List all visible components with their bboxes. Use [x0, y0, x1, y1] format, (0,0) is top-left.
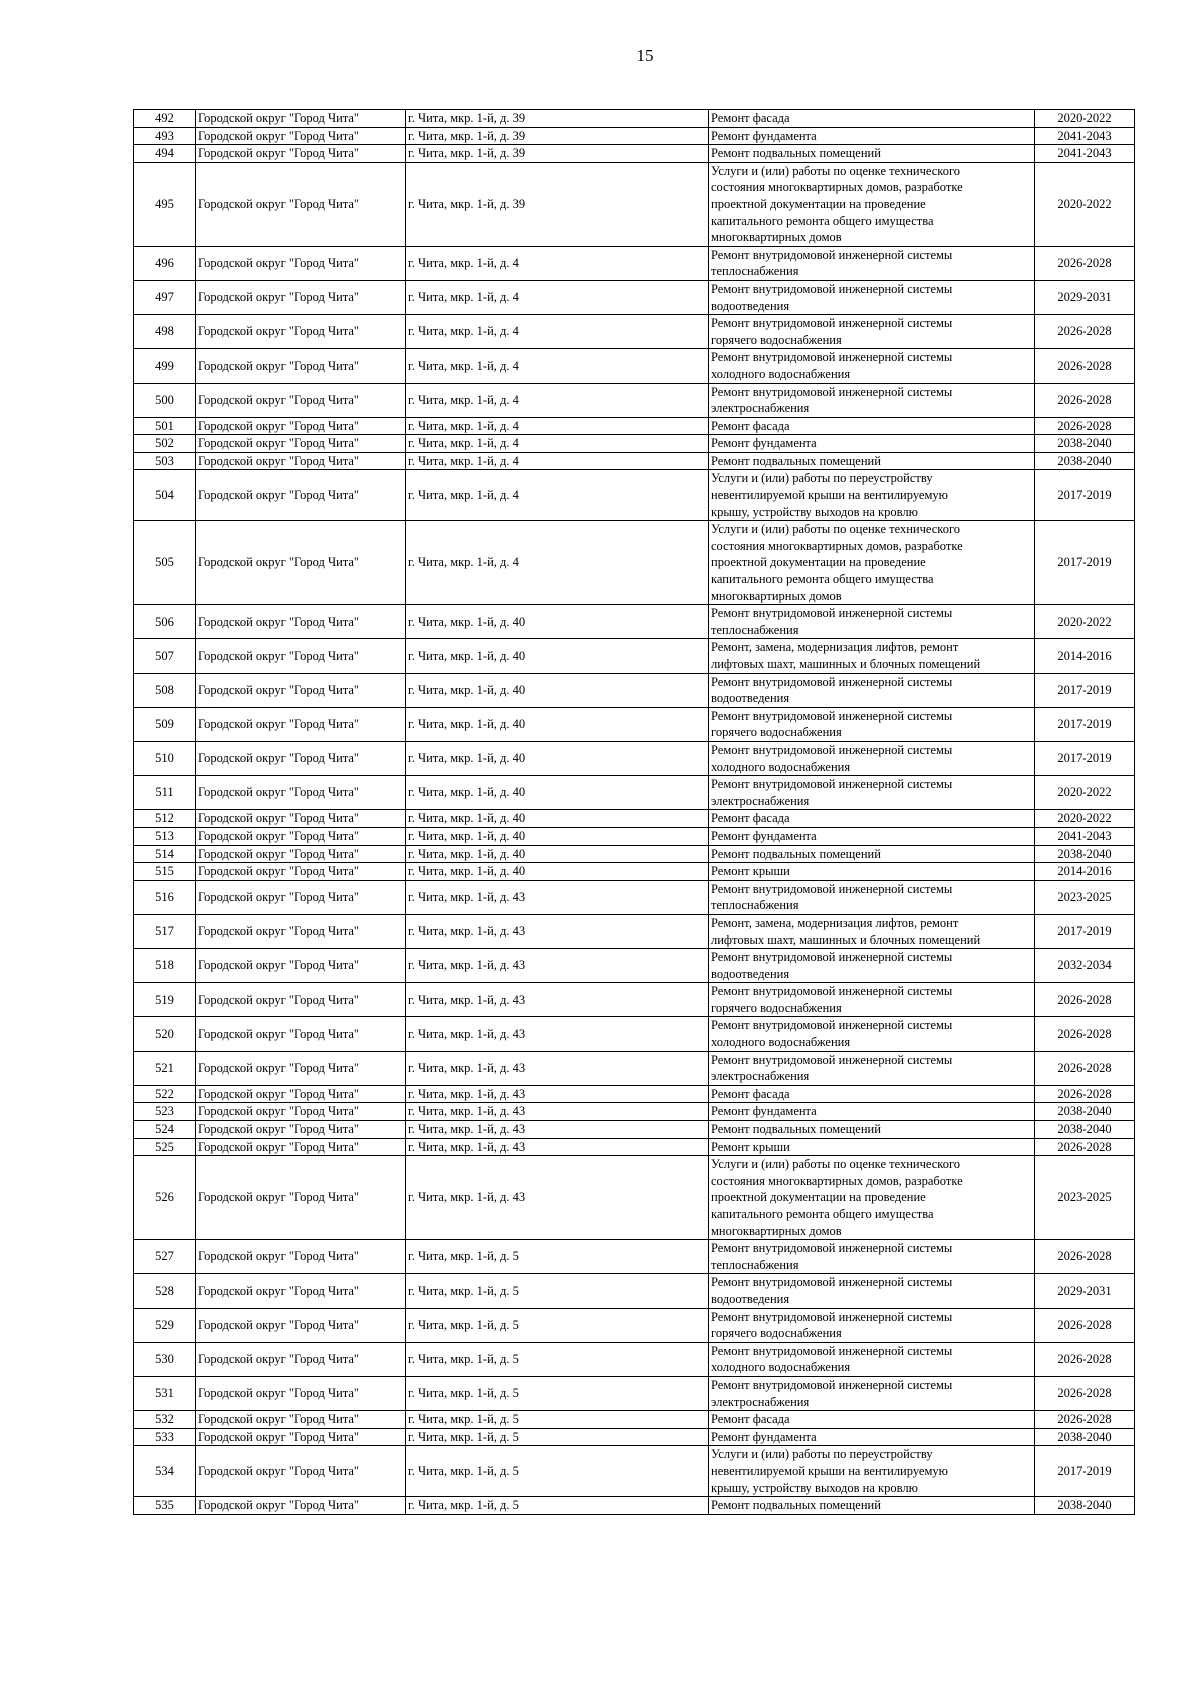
row-number-cell: 515: [134, 863, 196, 881]
years-cell: 2038-2040: [1035, 1497, 1135, 1515]
municipality-cell: Городской округ "Город Чита": [196, 145, 406, 163]
municipality-cell: Городской округ "Город Чита": [196, 880, 406, 914]
municipality-cell: Городской округ "Город Чита": [196, 1085, 406, 1103]
work-type-cell: Ремонт фундамента: [709, 1103, 1035, 1121]
work-type-cell: Ремонт внутридомовой инженерной системы горячего водоснабжения: [709, 707, 1035, 741]
address-cell: г. Чита, мкр. 1-й, д. 43: [406, 1138, 709, 1156]
table-row: [134, 707, 1135, 741]
work-type-cell: Ремонт подвальных помещений: [709, 145, 1035, 163]
municipality-cell: Городской округ "Город Чита": [196, 1138, 406, 1156]
row-number-cell: 524: [134, 1121, 196, 1139]
row-number-cell: 534: [134, 1446, 196, 1497]
row-number-cell: 492: [134, 110, 196, 128]
work-type-cell: Ремонт фасада: [709, 1411, 1035, 1429]
table-row: [134, 1051, 1135, 1085]
row-number-cell: 503: [134, 452, 196, 470]
table-row: [134, 1497, 1135, 1515]
work-type-cell: Ремонт крыши: [709, 863, 1035, 881]
table-row: [134, 1240, 1135, 1274]
work-type-cell: Ремонт внутридомовой инженерной системы водоотведения: [709, 1274, 1035, 1308]
table-row: [134, 246, 1135, 280]
years-cell: 2017-2019: [1035, 707, 1135, 741]
row-number-cell: 508: [134, 673, 196, 707]
table-row: [134, 521, 1135, 605]
row-number-cell: 527: [134, 1240, 196, 1274]
address-cell: г. Чита, мкр. 1-й, д. 5: [406, 1497, 709, 1515]
municipality-cell: Городской округ "Город Чита": [196, 383, 406, 417]
table-row: [134, 470, 1135, 521]
table-row: [134, 435, 1135, 453]
municipality-cell: Городской округ "Город Чита": [196, 810, 406, 828]
years-cell: 2038-2040: [1035, 452, 1135, 470]
table-row: [134, 639, 1135, 673]
address-cell: г. Чита, мкр. 1-й, д. 4: [406, 470, 709, 521]
address-cell: г. Чита, мкр. 1-й, д. 5: [406, 1446, 709, 1497]
address-cell: г. Чита, мкр. 1-й, д. 5: [406, 1342, 709, 1376]
address-cell: г. Чита, мкр. 1-й, д. 4: [406, 435, 709, 453]
work-type-cell: Ремонт фасада: [709, 810, 1035, 828]
work-type-cell: Ремонт внутридомовой инженерной системы водоотведения: [709, 280, 1035, 314]
work-type-cell: Ремонт подвальных помещений: [709, 1121, 1035, 1139]
work-type-cell: Ремонт внутридомовой инженерной системы холодного водоснабжения: [709, 741, 1035, 775]
municipality-cell: Городской округ "Город Чита": [196, 863, 406, 881]
address-cell: г. Чита, мкр. 1-й, д. 4: [406, 280, 709, 314]
years-cell: 2041-2043: [1035, 827, 1135, 845]
work-type-cell: Ремонт внутридомовой инженерной системы теплоснабжения: [709, 880, 1035, 914]
address-cell: г. Чита, мкр. 1-й, д. 43: [406, 1121, 709, 1139]
years-cell: 2032-2034: [1035, 949, 1135, 983]
municipality-cell: Городской округ "Город Чита": [196, 1497, 406, 1515]
municipality-cell: Городской округ "Город Чита": [196, 1274, 406, 1308]
address-cell: г. Чита, мкр. 1-й, д. 40: [406, 639, 709, 673]
table-row: [134, 110, 1135, 128]
address-cell: г. Чита, мкр. 1-й, д. 4: [406, 315, 709, 349]
row-number-cell: 511: [134, 776, 196, 810]
table-row: [134, 1085, 1135, 1103]
row-number-cell: 523: [134, 1103, 196, 1121]
row-number-cell: 521: [134, 1051, 196, 1085]
table-row: [134, 949, 1135, 983]
row-number-cell: 506: [134, 605, 196, 639]
table-row: [134, 914, 1135, 948]
work-type-cell: Ремонт внутридомовой инженерной системы теплоснабжения: [709, 1240, 1035, 1274]
municipality-cell: Городской округ "Город Чита": [196, 707, 406, 741]
address-cell: г. Чита, мкр. 1-й, д. 43: [406, 949, 709, 983]
table-row: [134, 1411, 1135, 1429]
years-cell: 2038-2040: [1035, 1103, 1135, 1121]
table-row: [134, 983, 1135, 1017]
years-cell: 2020-2022: [1035, 776, 1135, 810]
work-type-cell: Ремонт крыши: [709, 1138, 1035, 1156]
work-type-cell: Ремонт внутридомовой инженерной системы водоотведения: [709, 949, 1035, 983]
row-number-cell: 526: [134, 1156, 196, 1240]
years-cell: 2038-2040: [1035, 1428, 1135, 1446]
work-type-cell: Ремонт внутридомовой инженерной системы горячего водоснабжения: [709, 315, 1035, 349]
work-type-cell: Услуги и (или) работы по переустройству невентилируемой крыши на вентилируемую крышу, устройству выходов на кровлю: [709, 1446, 1035, 1497]
row-number-cell: 529: [134, 1308, 196, 1342]
row-number-cell: 522: [134, 1085, 196, 1103]
row-number-cell: 500: [134, 383, 196, 417]
address-cell: г. Чита, мкр. 1-й, д. 40: [406, 741, 709, 775]
work-type-cell: Ремонт внутридомовой инженерной системы холодного водоснабжения: [709, 349, 1035, 383]
page-number: 15: [636, 46, 654, 65]
municipality-cell: Городской округ "Город Чита": [196, 452, 406, 470]
address-cell: г. Чита, мкр. 1-й, д. 43: [406, 1017, 709, 1051]
years-cell: 2026-2028: [1035, 1342, 1135, 1376]
municipality-cell: Городской округ "Город Чита": [196, 1308, 406, 1342]
table-row: [134, 1103, 1135, 1121]
work-type-cell: Ремонт внутридомовой инженерной системы теплоснабжения: [709, 605, 1035, 639]
address-cell: г. Чита, мкр. 1-й, д. 40: [406, 863, 709, 881]
address-cell: г. Чита, мкр. 1-й, д. 40: [406, 827, 709, 845]
address-cell: г. Чита, мкр. 1-й, д. 40: [406, 776, 709, 810]
years-cell: 2026-2028: [1035, 1376, 1135, 1410]
table-row: [134, 1156, 1135, 1240]
row-number-cell: 533: [134, 1428, 196, 1446]
address-cell: г. Чита, мкр. 1-й, д. 40: [406, 707, 709, 741]
address-cell: г. Чита, мкр. 1-й, д. 40: [406, 605, 709, 639]
years-cell: 2026-2028: [1035, 983, 1135, 1017]
row-number-cell: 530: [134, 1342, 196, 1376]
address-cell: г. Чита, мкр. 1-й, д. 5: [406, 1274, 709, 1308]
row-number-cell: 518: [134, 949, 196, 983]
years-cell: 2029-2031: [1035, 280, 1135, 314]
municipality-cell: Городской округ "Город Чита": [196, 983, 406, 1017]
row-number-cell: 535: [134, 1497, 196, 1515]
years-cell: 2026-2028: [1035, 1308, 1135, 1342]
table-body: [134, 110, 1135, 1515]
row-number-cell: 509: [134, 707, 196, 741]
municipality-cell: Городской округ "Город Чита": [196, 246, 406, 280]
municipality-cell: Городской округ "Город Чита": [196, 1411, 406, 1429]
table-row: [134, 127, 1135, 145]
address-cell: г. Чита, мкр. 1-й, д. 39: [406, 162, 709, 246]
municipality-cell: Городской округ "Город Чита": [196, 110, 406, 128]
years-cell: 2029-2031: [1035, 1274, 1135, 1308]
table-row: [134, 741, 1135, 775]
row-number-cell: 514: [134, 845, 196, 863]
table-row: [134, 605, 1135, 639]
years-cell: 2041-2043: [1035, 127, 1135, 145]
years-cell: 2017-2019: [1035, 914, 1135, 948]
table-row: [134, 452, 1135, 470]
work-type-cell: Ремонт внутридомовой инженерной системы теплоснабжения: [709, 246, 1035, 280]
municipality-cell: Городской округ "Город Чита": [196, 280, 406, 314]
address-cell: г. Чита, мкр. 1-й, д. 5: [406, 1240, 709, 1274]
work-type-cell: Ремонт подвальных помещений: [709, 845, 1035, 863]
address-cell: г. Чита, мкр. 1-й, д. 5: [406, 1411, 709, 1429]
municipality-cell: Городской округ "Город Чита": [196, 1240, 406, 1274]
repair-schedule-table: [133, 109, 1135, 1515]
table-row: [134, 810, 1135, 828]
address-cell: г. Чита, мкр. 1-й, д. 43: [406, 983, 709, 1017]
work-type-cell: Услуги и (или) работы по оценке технического состояния многоквартирных домов, разработке проектной документации на проведение капитального ремонта общего имущества многоквартирных домов: [709, 1156, 1035, 1240]
work-type-cell: Услуги и (или) работы по переустройству невентилируемой крыши на вентилируемую крышу, устройству выходов на кровлю: [709, 470, 1035, 521]
municipality-cell: Городской округ "Город Чита": [196, 1428, 406, 1446]
address-cell: г. Чита, мкр. 1-й, д. 4: [406, 383, 709, 417]
municipality-cell: Городской округ "Город Чита": [196, 605, 406, 639]
municipality-cell: Городской округ "Город Чита": [196, 315, 406, 349]
municipality-cell: Городской округ "Город Чита": [196, 1121, 406, 1139]
address-cell: г. Чита, мкр. 1-й, д. 40: [406, 845, 709, 863]
row-number-cell: 498: [134, 315, 196, 349]
years-cell: 2026-2028: [1035, 383, 1135, 417]
years-cell: 2038-2040: [1035, 1121, 1135, 1139]
municipality-cell: Городской округ "Город Чита": [196, 1017, 406, 1051]
work-type-cell: Ремонт подвальных помещений: [709, 1497, 1035, 1515]
row-number-cell: 519: [134, 983, 196, 1017]
address-cell: г. Чита, мкр. 1-й, д. 4: [406, 452, 709, 470]
address-cell: г. Чита, мкр. 1-й, д. 4: [406, 521, 709, 605]
work-type-cell: Ремонт внутридомовой инженерной системы холодного водоснабжения: [709, 1342, 1035, 1376]
years-cell: 2041-2043: [1035, 145, 1135, 163]
row-number-cell: 507: [134, 639, 196, 673]
table-row: [134, 1428, 1135, 1446]
address-cell: г. Чита, мкр. 1-й, д. 39: [406, 110, 709, 128]
years-cell: 2026-2028: [1035, 1085, 1135, 1103]
work-type-cell: Ремонт фундамента: [709, 1428, 1035, 1446]
municipality-cell: Городской округ "Город Чита": [196, 741, 406, 775]
years-cell: 2026-2028: [1035, 1240, 1135, 1274]
municipality-cell: Городской округ "Город Чита": [196, 470, 406, 521]
row-number-cell: 496: [134, 246, 196, 280]
municipality-cell: Городской округ "Город Чита": [196, 845, 406, 863]
municipality-cell: Городской округ "Город Чита": [196, 776, 406, 810]
municipality-cell: Городской округ "Город Чита": [196, 639, 406, 673]
row-number-cell: 497: [134, 280, 196, 314]
years-cell: 2014-2016: [1035, 639, 1135, 673]
municipality-cell: Городской округ "Город Чита": [196, 435, 406, 453]
years-cell: 2017-2019: [1035, 470, 1135, 521]
address-cell: г. Чита, мкр. 1-й, д. 5: [406, 1428, 709, 1446]
years-cell: 2017-2019: [1035, 741, 1135, 775]
row-number-cell: 504: [134, 470, 196, 521]
municipality-cell: Городской округ "Город Чита": [196, 521, 406, 605]
work-type-cell: Ремонт фасада: [709, 110, 1035, 128]
table-row: [134, 1138, 1135, 1156]
table-row: [134, 673, 1135, 707]
address-cell: г. Чита, мкр. 1-й, д. 43: [406, 914, 709, 948]
years-cell: 2038-2040: [1035, 845, 1135, 863]
row-number-cell: 513: [134, 827, 196, 845]
row-number-cell: 512: [134, 810, 196, 828]
row-number-cell: 516: [134, 880, 196, 914]
row-number-cell: 505: [134, 521, 196, 605]
table-row: [134, 1274, 1135, 1308]
years-cell: 2026-2028: [1035, 1411, 1135, 1429]
work-type-cell: Услуги и (или) работы по оценке технического состояния многоквартирных домов, разработке проектной документации на проведение капитального ремонта общего имущества многоквартирных домов: [709, 521, 1035, 605]
years-cell: 2020-2022: [1035, 605, 1135, 639]
work-type-cell: Ремонт фасада: [709, 1085, 1035, 1103]
work-type-cell: Ремонт подвальных помещений: [709, 452, 1035, 470]
table-row: [134, 1342, 1135, 1376]
row-number-cell: 502: [134, 435, 196, 453]
years-cell: 2026-2028: [1035, 349, 1135, 383]
work-type-cell: Ремонт, замена, модернизация лифтов, ремонт лифтовых шахт, машинных и блочных помещений: [709, 914, 1035, 948]
row-number-cell: 532: [134, 1411, 196, 1429]
years-cell: 2020-2022: [1035, 810, 1135, 828]
municipality-cell: Городской округ "Город Чита": [196, 417, 406, 435]
years-cell: 2026-2028: [1035, 1138, 1135, 1156]
address-cell: г. Чита, мкр. 1-й, д. 43: [406, 1103, 709, 1121]
years-cell: 2026-2028: [1035, 1017, 1135, 1051]
municipality-cell: Городской округ "Город Чита": [196, 127, 406, 145]
municipality-cell: Городской округ "Город Чита": [196, 949, 406, 983]
table-row: [134, 827, 1135, 845]
table-row: [134, 315, 1135, 349]
row-number-cell: 517: [134, 914, 196, 948]
address-cell: г. Чита, мкр. 1-й, д. 39: [406, 145, 709, 163]
table-row: [134, 776, 1135, 810]
municipality-cell: Городской округ "Город Чита": [196, 1446, 406, 1497]
address-cell: г. Чита, мкр. 1-й, д. 5: [406, 1308, 709, 1342]
work-type-cell: Ремонт внутридомовой инженерной системы электроснабжения: [709, 1051, 1035, 1085]
work-type-cell: Ремонт внутридомовой инженерной системы холодного водоснабжения: [709, 1017, 1035, 1051]
table-row: [134, 845, 1135, 863]
work-type-cell: Ремонт внутридомовой инженерной системы электроснабжения: [709, 1376, 1035, 1410]
municipality-cell: Городской округ "Город Чита": [196, 1376, 406, 1410]
table-row: [134, 162, 1135, 246]
work-type-cell: Ремонт внутридомовой инженерной системы электроснабжения: [709, 383, 1035, 417]
address-cell: г. Чита, мкр. 1-й, д. 39: [406, 127, 709, 145]
work-type-cell: Услуги и (или) работы по оценке технического состояния многоквартирных домов, разработке проектной документации на проведение капитального ремонта общего имущества многоквартирных домов: [709, 162, 1035, 246]
years-cell: 2026-2028: [1035, 246, 1135, 280]
row-number-cell: 493: [134, 127, 196, 145]
table-row: [134, 1446, 1135, 1497]
address-cell: г. Чита, мкр. 1-й, д. 4: [406, 417, 709, 435]
table-row: [134, 145, 1135, 163]
work-type-cell: Ремонт фундамента: [709, 827, 1035, 845]
row-number-cell: 528: [134, 1274, 196, 1308]
table-row: [134, 280, 1135, 314]
table-row: [134, 1017, 1135, 1051]
work-type-cell: Ремонт, замена, модернизация лифтов, ремонт лифтовых шахт, машинных и блочных помещений: [709, 639, 1035, 673]
table-row: [134, 863, 1135, 881]
table-row: [134, 383, 1135, 417]
municipality-cell: Городской округ "Город Чита": [196, 1342, 406, 1376]
years-cell: 2017-2019: [1035, 1446, 1135, 1497]
municipality-cell: Городской округ "Город Чита": [196, 1051, 406, 1085]
work-type-cell: Ремонт фасада: [709, 417, 1035, 435]
years-cell: 2023-2025: [1035, 1156, 1135, 1240]
address-cell: г. Чита, мкр. 1-й, д. 43: [406, 1156, 709, 1240]
address-cell: г. Чита, мкр. 1-й, д. 5: [406, 1376, 709, 1410]
years-cell: 2026-2028: [1035, 417, 1135, 435]
address-cell: г. Чита, мкр. 1-й, д. 4: [406, 349, 709, 383]
years-cell: 2020-2022: [1035, 162, 1135, 246]
work-type-cell: Ремонт внутридомовой инженерной системы водоотведения: [709, 673, 1035, 707]
row-number-cell: 531: [134, 1376, 196, 1410]
years-cell: 2026-2028: [1035, 1051, 1135, 1085]
table-row: [134, 1121, 1135, 1139]
municipality-cell: Городской округ "Город Чита": [196, 1103, 406, 1121]
municipality-cell: Городской округ "Город Чита": [196, 162, 406, 246]
municipality-cell: Городской округ "Город Чита": [196, 673, 406, 707]
table-row: [134, 880, 1135, 914]
years-cell: 2017-2019: [1035, 673, 1135, 707]
table-row: [134, 417, 1135, 435]
address-cell: г. Чита, мкр. 1-й, д. 43: [406, 1051, 709, 1085]
years-cell: 2026-2028: [1035, 315, 1135, 349]
years-cell: 2017-2019: [1035, 521, 1135, 605]
work-type-cell: Ремонт фундамента: [709, 127, 1035, 145]
municipality-cell: Городской округ "Город Чита": [196, 349, 406, 383]
work-type-cell: Ремонт внутридомовой инженерной системы электроснабжения: [709, 776, 1035, 810]
address-cell: г. Чита, мкр. 1-й, д. 40: [406, 810, 709, 828]
municipality-cell: Городской округ "Город Чита": [196, 914, 406, 948]
municipality-cell: Городской округ "Город Чита": [196, 827, 406, 845]
address-cell: г. Чита, мкр. 1-й, д. 43: [406, 1085, 709, 1103]
row-number-cell: 499: [134, 349, 196, 383]
row-number-cell: 525: [134, 1138, 196, 1156]
table-row: [134, 349, 1135, 383]
row-number-cell: 494: [134, 145, 196, 163]
work-type-cell: Ремонт внутридомовой инженерной системы горячего водоснабжения: [709, 983, 1035, 1017]
row-number-cell: 495: [134, 162, 196, 246]
address-cell: г. Чита, мкр. 1-й, д. 4: [406, 246, 709, 280]
years-cell: 2038-2040: [1035, 435, 1135, 453]
address-cell: г. Чита, мкр. 1-й, д. 43: [406, 880, 709, 914]
row-number-cell: 520: [134, 1017, 196, 1051]
work-type-cell: Ремонт внутридомовой инженерной системы горячего водоснабжения: [709, 1308, 1035, 1342]
table-row: [134, 1376, 1135, 1410]
row-number-cell: 501: [134, 417, 196, 435]
work-type-cell: Ремонт фундамента: [709, 435, 1035, 453]
years-cell: 2020-2022: [1035, 110, 1135, 128]
row-number-cell: 510: [134, 741, 196, 775]
years-cell: 2014-2016: [1035, 863, 1135, 881]
address-cell: г. Чита, мкр. 1-й, д. 40: [406, 673, 709, 707]
municipality-cell: Городской округ "Город Чита": [196, 1156, 406, 1240]
years-cell: 2023-2025: [1035, 880, 1135, 914]
table-row: [134, 1308, 1135, 1342]
